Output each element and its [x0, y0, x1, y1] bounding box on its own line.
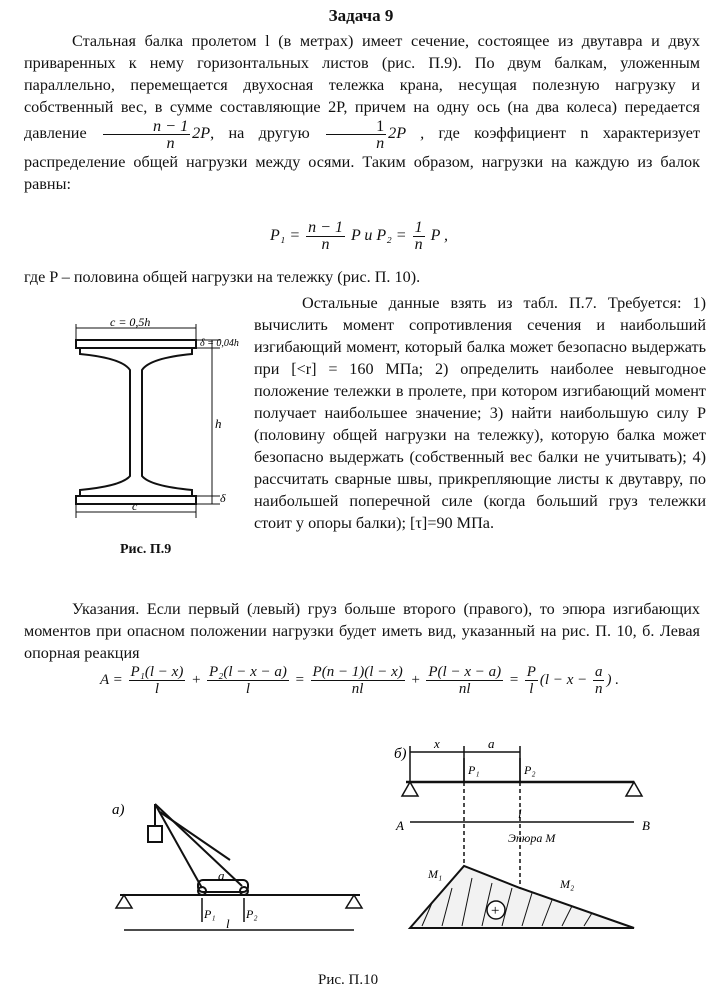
a-label: a	[488, 738, 495, 751]
a-small-label: a	[218, 868, 225, 883]
P1-b: P₁	[468, 763, 480, 777]
problem-paragraph-1: Стальная балка пролетом l (в метрах) имеет сечение, состоящее из двутавра и двух приваренных к нему горизонтальных листов (рис. П.9). По двум балкам, уложенным параллельно, перемещается двухосная тележка крана, несущая полезную нагрузку и собственный вес, в сумме составляющие 2P, причем на одну ось (на два колеса) передается давление $\frac{n - 1}{n}$ 2P, на другую $\frac{1}{n}$ 2P , где коэффициент n характеризует распределение общей нагрузки между осями. Таким образом, нагрузки на каждую из балок равны:	[24, 32, 701, 193]
plus-sign: +	[490, 903, 501, 919]
p1-text: Стальная балка пролетом l (в метрах) имеет сечение, состоящее из двутавра и двух приваренных к нему горизонтальных листов (рис. П.9). По двум балкам, уложенным параллельно, перемещается двухосная тележка крана, несущая полезную нагрузку и собственный вес, в сумме составляющие 2P, причем на одну ось (на два колеса) передается давление	[24, 32, 700, 143]
l-label-b: l	[518, 806, 522, 821]
where-p-text: где P – половина общей нагрузки на тележку (рис. П. 10).	[24, 268, 421, 286]
fig-9-cross-section	[60, 318, 240, 538]
x-label: x	[434, 738, 440, 751]
hook-load	[148, 826, 162, 842]
epure-label: Эпюра М	[508, 831, 556, 845]
h-label: h	[215, 416, 222, 431]
i-beam	[80, 348, 192, 496]
c2-label: c	[132, 499, 138, 513]
p1-fraction-2: $\frac{1}{n}$	[326, 118, 386, 151]
P2-b: P₂	[524, 763, 536, 777]
problem-paragraph-2: Остальные данные взять из табл. П.7. Требуется: 1) вычислить момент сопротивления сечения и наибольший изгибающий момент, который балка может безопасно выдержать при [<r] = 160 МПа; 2) определить наиболее невыгодное положение тележки в пролете, при котором изгибающий момент получает наибольшее значение; 3) найти наибольшую силу P (половину общей нагрузки на тележку), которую балка может безопасно выдержать (собственный вес балки не учитывать); 4) рассчитать сварные швы, прикрепляющие листы к двутавру, по наибольшей поперечной силе (когда больший груз тележки стоит у опоры балки); [τ]=90 МПа.	[254, 294, 706, 532]
load-formula: P₁ = $\frac{n - 1}{n}$ P и P₂ = $\frac{1}{n}$ P ,	[270, 219, 449, 253]
fig10b-label: б)	[394, 746, 407, 762]
reaction-formula: A = $\frac{\text{P₁(l − x)}}{l}$ + $\frac{\text{P₂(l − x − a)}}{l}$ = $\frac{P(n - 1)(l - x)}{nl}$ + $\frac{P(l - x - a)}{nl}$ = $\frac{P}{l}$ (l − x − $\frac{a}{n}$ ) .	[100, 664, 619, 697]
fig-9-caption: Рис. П.9	[120, 542, 172, 557]
P1-a: P₁	[204, 907, 216, 921]
fig10a-label: а)	[112, 802, 125, 818]
M2-label: M₂	[560, 877, 575, 891]
B-label: B	[642, 818, 650, 833]
instructions-paragraph: Указания. Если первый (левый) груз больше второго (правого), то эпюра изгибающих моментов при опасном положении нагрузки будет иметь вид, указанный на рис. П. 10, б. Левая опорная реакция	[24, 600, 700, 662]
page-title: Задача 9	[328, 6, 394, 25]
delta-label: δ = 0,04h	[200, 338, 239, 349]
delta2-label: δ	[220, 491, 226, 505]
P2-a: P₂	[246, 907, 258, 921]
c-label: c = 0,5h	[110, 318, 151, 329]
l-label-a: l	[226, 916, 230, 931]
A-label: A	[396, 818, 404, 833]
fig-10b-moment-diagram	[392, 738, 660, 950]
p1-fraction-1: $\frac{n - 1}{n}$	[103, 118, 190, 151]
top-plate	[76, 340, 196, 348]
p1-end-text: где коэффициент n характеризует распределение общей нагрузки между осями. Таким образом, нагрузки на каждую из балок равны:	[24, 124, 701, 193]
fig-10a-crane	[110, 790, 370, 960]
fig-10-caption: Рис. П.10	[318, 972, 379, 988]
M1-label: M₁	[428, 867, 443, 881]
